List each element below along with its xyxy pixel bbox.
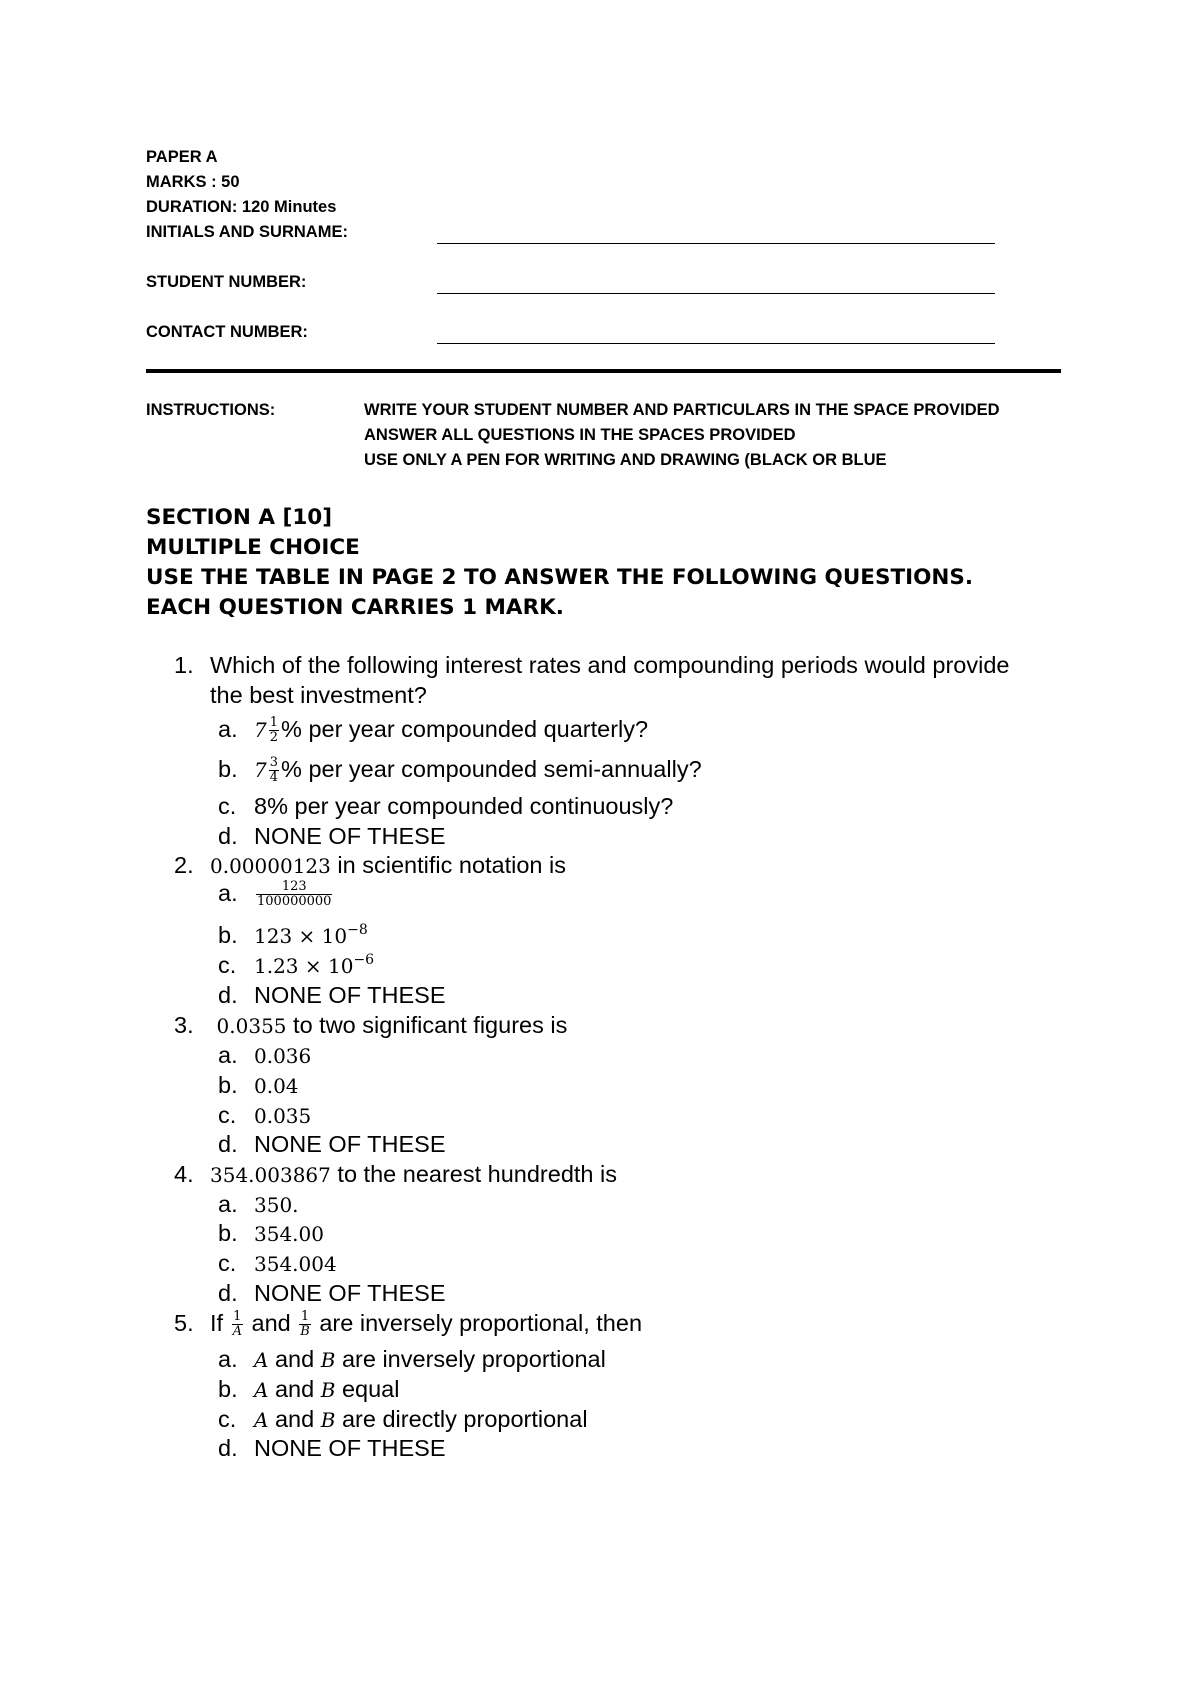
fraction [256,880,332,909]
option-text: NONE OF THESE [254,1435,446,1461]
option-value: 1.23 × 10 [254,954,354,978]
exponent: −6 [353,952,375,968]
option-text: equal [335,1376,400,1402]
variable: A [254,1408,269,1432]
option-letter: b. [218,1072,238,1098]
section-title: SECTION A [10] [146,505,333,530]
option-text: NONE OF THESE [254,982,446,1008]
option-value: 0.04 [254,1074,299,1098]
option-letter: a. [218,1191,238,1217]
option-letter: b. [218,1376,238,1402]
section-subtitle: MULTIPLE CHOICE [146,535,360,560]
fraction [269,756,279,785]
option-2a [218,880,334,909]
option-4b [218,1220,324,1247]
contact-number-label: CONTACT NUMBER: [146,323,308,341]
question-number: 1. [174,652,194,678]
fraction-denominator: 4 [269,770,279,786]
question-number: 3. [174,1012,194,1038]
duration-label: DURATION: 120 Minutes [146,198,337,216]
instruction-item: ANSWER ALL QUESTIONS IN THE SPACES PROVIDED [364,426,796,444]
fraction-denominator: 2 [269,730,279,746]
question-text: to two significant figures is [286,1012,568,1038]
initials-blank [437,243,995,244]
variable: A [254,1378,269,1402]
variable: A [254,1348,269,1372]
option-text: % per year compounded semi-annually? [281,756,702,782]
option-letter: a. [218,1346,238,1372]
section-instruction: USE THE TABLE IN PAGE 2 TO ANSWER THE FOLLOWING QUESTIONS. [146,565,974,590]
exponent: −8 [347,922,368,938]
option-2d [218,982,446,1009]
option-3a [218,1042,311,1069]
option-letter: c. [218,1250,237,1276]
question-value: 0.0355 [216,1014,287,1038]
option-value: 354.00 [254,1222,324,1246]
option-1b [218,756,702,785]
option-text: NONE OF THESE [254,823,446,849]
fraction-denominator: B [300,1324,310,1340]
fraction-numerator: 123 [256,880,332,895]
option-value: 0.036 [254,1044,312,1068]
option-value: 0.035 [254,1104,312,1128]
fraction [232,1310,243,1339]
paper-label: PAPER A [146,148,218,166]
variable: B [320,1378,336,1402]
option-3d [218,1131,446,1158]
question-text: and [244,1310,298,1336]
option-value: 123 × 10 [254,924,348,948]
instruction-item: WRITE YOUR STUDENT NUMBER AND PARTICULARS IN THE SPACE PROVIDED [364,401,1000,419]
option-5c [218,1406,588,1433]
fraction [269,716,279,745]
option-text: NONE OF THESE [254,1131,446,1157]
option-text: are directly proportional [335,1406,588,1432]
instructions-label: INSTRUCTIONS: [146,401,276,419]
option-letter: d. [218,1131,238,1157]
option-letter: b. [218,756,238,782]
question-2 [174,852,566,879]
mixed-whole: 7 [254,718,267,742]
question-text: to the nearest hundredth is [330,1161,617,1187]
question-3 [174,1012,567,1039]
marks-label: MARKS : 50 [146,173,240,191]
question-1-line2: the best investment? [210,682,427,708]
question-number: 4. [174,1161,194,1187]
question-value: 0.00000123 [210,854,331,878]
instruction-item: USE ONLY A PEN FOR WRITING AND DRAWING (BLACK OR BLUE [364,451,887,469]
question-number: 5. [174,1310,194,1336]
option-5a [218,1346,606,1373]
option-letter: d. [218,823,238,849]
option-4d [218,1280,446,1307]
header-divider [146,369,1061,373]
student-number-blank [437,293,995,294]
option-letter: c. [218,952,237,978]
option-value: 350. [254,1193,299,1217]
option-1a [218,716,648,745]
option-3b [218,1072,299,1099]
mixed-whole: 7 [254,758,267,782]
variable: B [320,1408,336,1432]
question-value: 354.003867 [210,1163,331,1187]
option-2b [218,922,368,949]
option-1d [218,823,446,850]
option-text: are inversely proportional [335,1346,606,1372]
question-1 [174,652,1009,679]
fraction-numerator: 1 [300,1309,310,1325]
fraction-numerator: 3 [269,755,279,771]
contact-number-blank [437,343,995,344]
initials-label: INITIALS AND SURNAME: [146,223,348,241]
option-1c [218,793,673,820]
question-number: 2. [174,852,194,878]
fraction-denominator: A [232,1324,242,1340]
option-value: 354.004 [254,1252,337,1276]
option-4c [218,1250,337,1277]
option-5d [218,1435,446,1462]
question-text: If [210,1310,230,1336]
section-marks-note: EACH QUESTION CARRIES 1 MARK. [146,595,564,620]
fraction-numerator: 1 [233,1309,242,1325]
option-text: 8% per year compounded continuously? [254,793,674,819]
option-3c [218,1102,311,1129]
option-4a [218,1191,299,1218]
option-letter: b. [218,922,238,948]
fraction-numerator: 1 [269,715,279,731]
option-letter: d. [218,1435,238,1461]
option-letter: c. [218,1102,237,1128]
option-letter: d. [218,982,238,1008]
option-letter: d. [218,1280,238,1306]
option-letter: a. [218,880,238,906]
option-text: NONE OF THESE [254,1280,446,1306]
question-4 [174,1161,617,1188]
option-text: and [268,1376,321,1402]
option-letter: a. [218,1042,238,1068]
question-text: in scientific notation is [330,852,567,878]
option-letter: a. [218,716,238,742]
option-letter: b. [218,1220,238,1246]
option-letter: c. [218,793,237,819]
option-5b [218,1376,399,1403]
student-number-label: STUDENT NUMBER: [146,273,307,291]
option-text: and [268,1406,321,1432]
question-5 [174,1310,642,1339]
option-letter: c. [218,1406,237,1432]
option-text: % per year compounded quarterly? [281,716,649,742]
option-text: and [268,1346,321,1372]
variable: B [320,1348,336,1372]
option-2c [218,952,374,979]
fraction [299,1310,311,1339]
question-text: are inversely proportional, then [312,1310,643,1336]
question-text: Which of the following interest rates and compounding periods would provide [210,652,1010,678]
fraction-denominator: 100000000 [257,894,332,910]
